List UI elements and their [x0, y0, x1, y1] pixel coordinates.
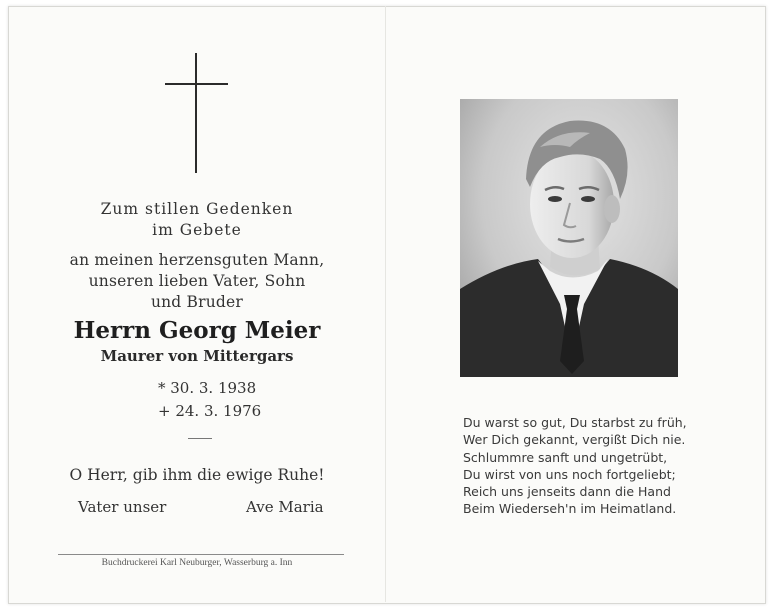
printer-imprint: Buchdruckerei Karl Neuburger, Wasserburg a. Inn [101, 558, 293, 568]
dedication-line-3: an meinen herzensguten Mann, [69, 251, 325, 269]
poem-line: Du warst so gut, Du starbst zu früh, [463, 415, 687, 430]
memorial-poem [463, 414, 743, 518]
poem-line: Schlummre sanft und ungetrübt, [463, 449, 668, 465]
prayer-vater-unser: Vater unser [78, 498, 167, 516]
poem-line: Beim Wiederseh'n im Heimatland. [463, 501, 677, 517]
portrait-photo [460, 99, 678, 377]
deceased-name: Herrn Georg Meier [73, 317, 321, 344]
poem-line: Wer Dich gekannt, vergißt Dich nie. [463, 432, 686, 448]
poem-line: Reich uns jenseits dann die Hand [463, 484, 671, 500]
left-panel [8, 6, 386, 602]
cross-icon [195, 53, 197, 173]
dedication-line-1: Zum stillen Gedenken [100, 200, 294, 218]
dedication-line-5: und Bruder [150, 293, 244, 311]
divider [188, 438, 212, 439]
deceased-occupation: Maurer von Mittergars [100, 347, 294, 365]
birth-date: * 30. 3. 1938 [158, 379, 257, 397]
prayer-line: O Herr, gib ihm die ewige Ruhe! [69, 466, 325, 484]
dedication-line-2: im Gebete [152, 221, 242, 239]
right-panel [386, 6, 764, 602]
poem-line: Du wirst von uns noch fortgeliebt; [463, 466, 676, 482]
footer-rule [58, 554, 344, 555]
dedication-line-4: unseren lieben Vater, Sohn [88, 272, 306, 290]
cross-icon-bar [165, 83, 228, 85]
prayer-ave-maria: Ave Maria [246, 498, 324, 516]
death-date: + 24. 3. 1976 [158, 402, 262, 420]
